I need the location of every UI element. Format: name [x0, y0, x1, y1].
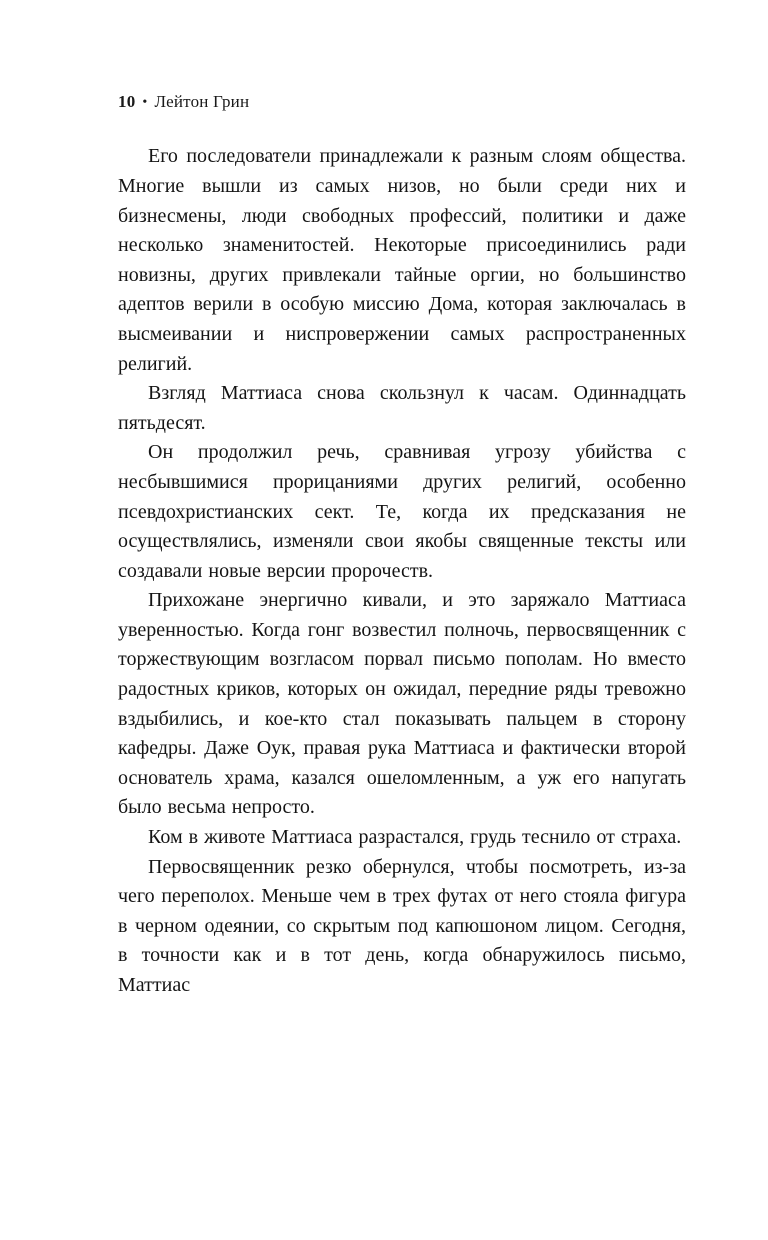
paragraph: Прихожане энергично кивали, и это заряжало Маттиаса уверенностью. Когда гонг возвестил полночь, первосвященник с торжествующим возгласом порвал письмо пополам. Но вместо радостных криков, которых он ожидал, передние ряды тревожно вздыбились, и кое-кто стал показывать пальцем в сторону кафедры. Даже Оук, правая рука Маттиаса и фактически второй основатель храма, казался ошеломленным, а уж его напугать было весьма непросто. — [118, 589, 686, 819]
paragraph: Его последователи принадлежали к разным слоям общества. Многие вышли из самых низов, но были среди них и бизнесмены, люди свободных профессий, политики и даже несколько знаменитостей. Некоторые присоединились ради новизны, других привлекали тайные оргии, но большинство адептов верили в особую миссию Дома, которая заключалась в высмеивании и ниспровержении самых распространенных религий. — [118, 145, 686, 375]
body-text — [118, 142, 686, 1000]
paragraph: Ком в животе Маттиаса разрастался, грудь теснило от страха. — [148, 826, 682, 849]
page-number: 10 — [118, 92, 136, 111]
page-header — [118, 92, 686, 112]
paragraph: Он продолжил речь, сравнивая угрозу убийства с несбывшимися прорицаниями других религий, особенно псевдохристианских сект. Те, когда их предсказания не осуществлялись, изменяли свои якобы священные тексты или создавали новые версии пророчеств. — [118, 441, 686, 582]
header-separator: • — [142, 95, 148, 110]
paragraph: Первосвященник резко обернулся, чтобы посмотреть, из-за чего переполох. Меньше чем в трех футах от него стояла фигура в черном одеянии, со скрытым под капюшоном лицом. Сегодня, в точности как и в тот день, когда обнаружилось письмо, Маттиас — [118, 855, 686, 997]
running-title: Лейтон Грин — [154, 92, 250, 111]
paragraph: Взгляд Маттиаса снова скользнул к часам. Одиннадцать пятьдесят. — [118, 382, 686, 434]
